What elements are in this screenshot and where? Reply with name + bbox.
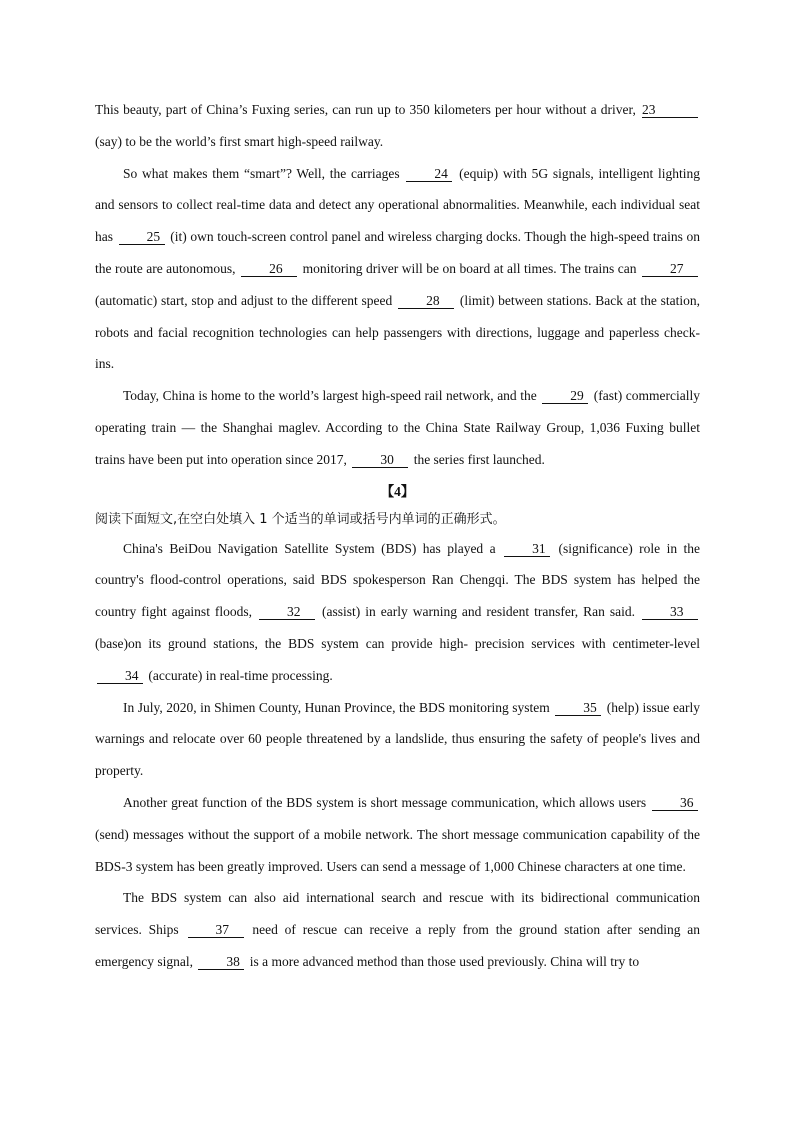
paragraph-text: (equip) with 5G signals, intelligent lighting and sensors to collect real-time data and detect any operational abnormalities. Meanwhile, each individual seat has — [95, 165, 701, 245]
section-heading: 【4】 — [380, 483, 415, 499]
paragraph-text: This beauty, part of China’s Fuxing series, can run up to 350 kilometers per hour without a driver, — [95, 102, 636, 117]
blank-34: 34 — [97, 668, 143, 684]
paragraph-text: (help) issue early warnings and relocate over 60 people threatened by a landslide, thus ensuring the safety of people's lives and property. — [95, 699, 701, 779]
paragraph-text: (limit) between stations. Back at the station, robots and facial recognition technologies can help passengers with directions, luggage and paperless check-ins. — [95, 292, 700, 372]
paragraph-3 — [95, 380, 700, 475]
paragraph-text: (base)on its ground stations, the BDS system can provide high- precision services with centimeter-level — [95, 635, 700, 651]
blank-29: 29 — [542, 388, 588, 404]
paragraph-text: So what makes them “smart”? Well, the carriages — [123, 165, 400, 181]
blank-23: 23 — [642, 102, 698, 118]
paragraph-text: (say) to be the world’s first smart high-speed railway. — [95, 133, 384, 149]
blank-36: 36 — [652, 795, 698, 811]
blank-33: 33 — [642, 604, 698, 620]
paragraph-text: (it) own touch-screen control panel and wireless charging docks. Though the high-speed trains on the route are autonomous, — [95, 229, 701, 276]
blank-28: 28 — [398, 293, 454, 309]
paragraph-text: (fast) commercially operating train — the Shanghai maglev. According to the China State Railway Group, 1,036 Fuxing bullet trains have been put into operation since 2017, — [95, 388, 701, 467]
paragraph-text: Another great function of the BDS system is short message communication, which allows users — [123, 794, 647, 810]
blank-25: 25 — [119, 229, 165, 245]
paragraph-text: (accurate) in real-time processing. — [148, 667, 333, 683]
paragraph-text: (assist) in early warning and resident transfer, Ran said. — [322, 604, 636, 620]
paragraph-text: is a more advanced method than those used previously. China will try to — [249, 953, 640, 969]
blank-37: 37 — [188, 922, 244, 938]
blank-24: 24 — [406, 166, 452, 182]
document-page — [95, 94, 700, 978]
blank-38: 38 — [198, 954, 244, 970]
section-instruction: 阅读下面短文,在空白处填入 1 个适当的单词或括号内单词的正确形式。 — [95, 511, 506, 527]
blank-30: 30 — [352, 452, 408, 468]
paragraph-text: (significance) role in the country's flood-control operations, said BDS spokesperson Ran Chengqi. The BDS system has helped the country fight against floods, — [95, 540, 700, 620]
blank-35: 35 — [555, 700, 601, 716]
paragraph-text: Today, China is home to the world’s largest high-speed rail network, and the — [123, 388, 537, 404]
blank-26: 26 — [241, 261, 297, 277]
paragraph-text: (automatic) start, stop and adjust to the different speed — [95, 292, 393, 308]
paragraph-7 — [95, 882, 700, 977]
paragraph-text: the series first launched. — [413, 451, 545, 467]
paragraph-text: (send) messages without the support of a mobile network. The short message communication capability of the BDS-3 system has been greatly improved. Users can send a message of 1,000 Chinese characters at one time. — [95, 826, 700, 874]
blank-32: 32 — [259, 604, 315, 620]
paragraph-6 — [95, 787, 700, 882]
paragraph-text: The BDS system can also aid international search and rescue with its bidirectional communication services. Ships — [95, 890, 700, 938]
paragraph-text: need of rescue can receive a reply from the ground station after sending an emergency signal, — [95, 922, 701, 969]
paragraph-4 — [95, 533, 700, 692]
paragraph-2 — [95, 158, 700, 381]
paragraph-text: In July, 2020, in Shimen County, Hunan Province, the BDS monitoring system — [123, 699, 550, 715]
paragraph-5 — [95, 692, 700, 787]
blank-31: 31 — [504, 541, 550, 557]
paragraph-text: China's BeiDou Navigation Satellite System (BDS) has played a — [123, 540, 496, 556]
paragraph-text: monitoring driver will be on board at all times. The trains can — [302, 260, 637, 276]
paragraph-1 — [95, 94, 700, 158]
blank-27: 27 — [642, 261, 698, 277]
